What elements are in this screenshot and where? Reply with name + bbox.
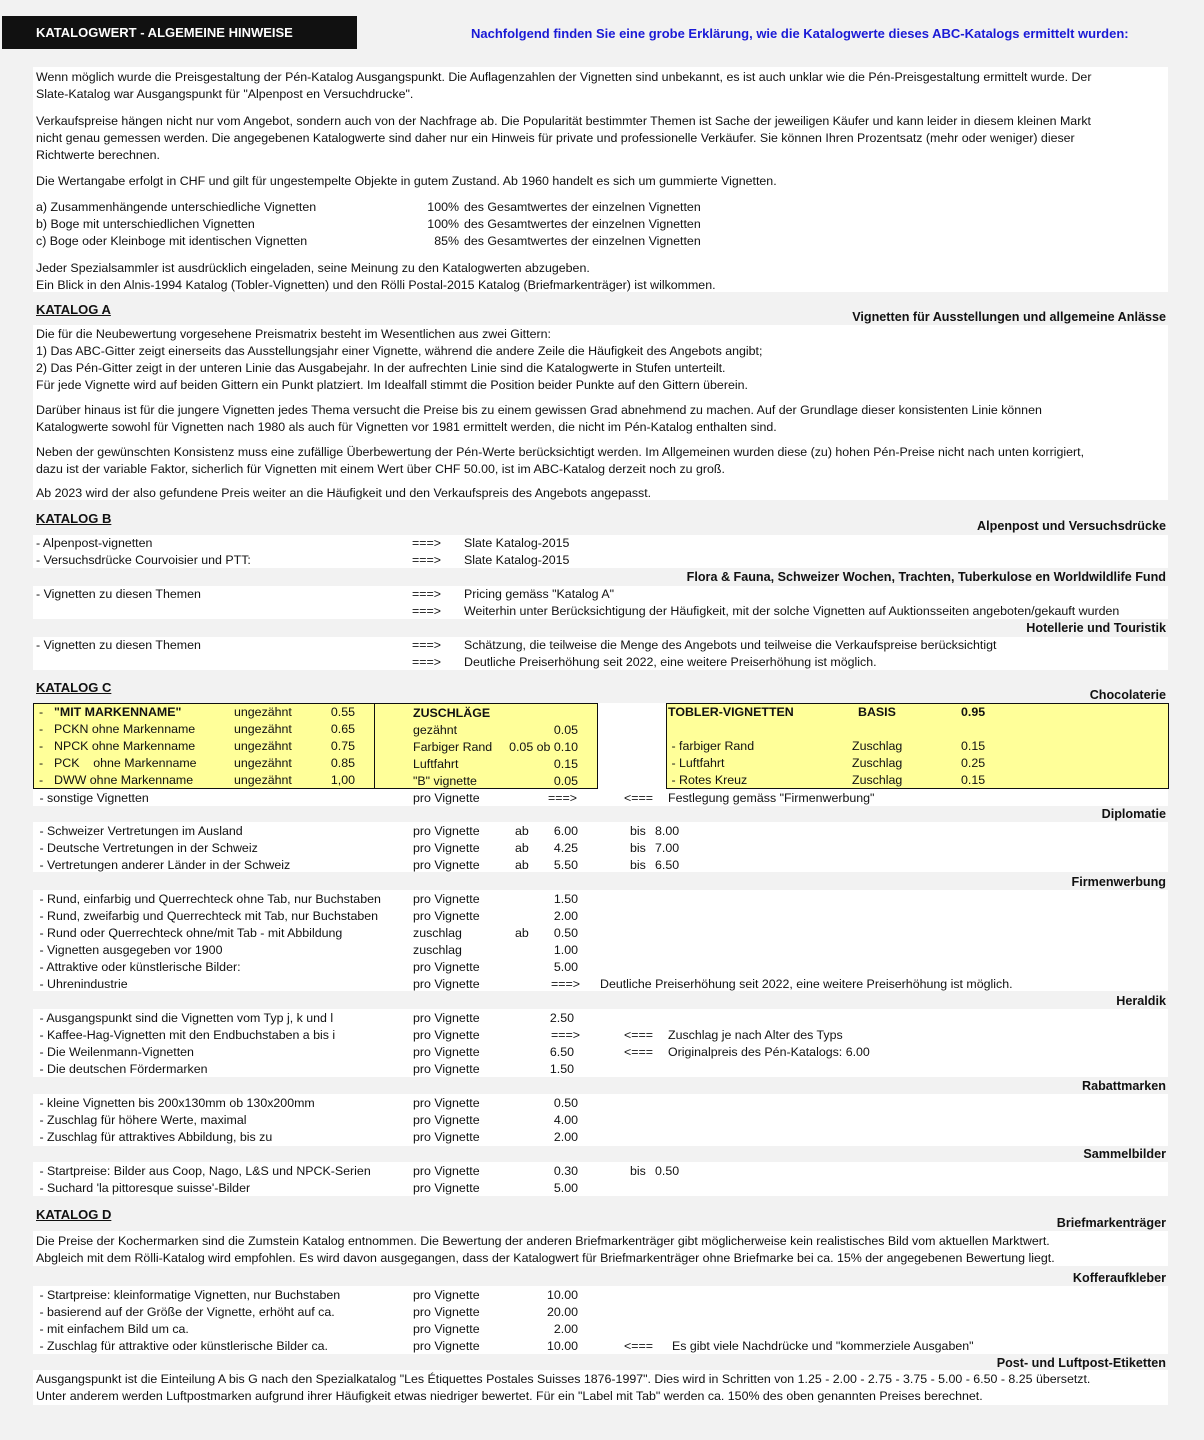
brand-type: ungezähnt xyxy=(234,722,292,736)
dipl-value: 5.50 xyxy=(553,858,578,872)
firm-note: Deutliche Preiserhöhung seit 2022, eine weitere Preiserhöhung ist möglich. xyxy=(600,977,1013,991)
brand-dash: - xyxy=(39,756,44,770)
rab-label: - Zuschlag für attraktives Abbildung, bis zu xyxy=(36,1130,273,1144)
her-label: - Ausgangspunkt sind die Vignetten vom Typ j, k und l xyxy=(36,1011,334,1025)
sam-value: 0.30 xyxy=(553,1164,578,1178)
brand-name: NPCK ohne Markenname xyxy=(54,739,196,753)
katalog-d-p2-line: Ausgangspunkt ist die Einteilung A bis G nach den Spezialkatalog "Les Étiquettes Postales Suisses 1876-1997". Dies wird in Schritten von 1.25 - 2.00 - 2.75 - 3.75 - 5.00 - 6.50 - 8.25 übersetzt. xyxy=(36,1372,1091,1386)
zuschlag-value: 0.05 ob 0.10 xyxy=(509,740,578,754)
koff-value: 20.00 xyxy=(546,1305,578,1319)
brand-name: PCKN ohne Markenname xyxy=(54,722,196,736)
brand-name: PCK ohne Markenname xyxy=(54,756,197,770)
tobler-row-label: - farbiger Rand xyxy=(668,739,755,753)
firm-unit: zuschlag xyxy=(413,943,462,957)
sonstige-note: Festlegung gemäss "Firmenwerbung" xyxy=(668,791,875,805)
firm-value: 1.50 xyxy=(553,892,578,906)
her-value: 1.50 xyxy=(549,1062,574,1076)
dipl-unit: pro Vignette xyxy=(413,824,480,838)
her-note: Zuschlag je nach Alter des Typs xyxy=(668,1028,843,1042)
her-unit: pro Vignette xyxy=(413,1062,480,1076)
brand-dash: - xyxy=(39,722,44,736)
tobler-row-type: Zuschlag xyxy=(852,773,903,787)
brand-name: "MIT MARKENNAME" xyxy=(54,705,182,719)
general-list-label: b) Boge mit unterschiedlichen Vignetten xyxy=(36,217,255,231)
koff-label: - Startpreise: kleinformatige Vignetten, nur Buchstaben xyxy=(36,1288,341,1302)
tobler-row-value: 0.15 xyxy=(961,739,986,753)
katalog-b-row-text: Schätzung, die teilweise die Menge des Angebots und teilweise die Verkaufspreise berücksichtigt xyxy=(464,638,997,652)
firm-label: - Uhrenindustrie xyxy=(36,977,128,991)
katalog-c-heading-chocolaterie: Chocolaterie xyxy=(1089,688,1166,702)
header-title-box xyxy=(2,16,357,49)
rab-label: - kleine Vignetten bis 200x130mm ob 130x200mm xyxy=(36,1096,315,1110)
katalog-c-heading-diplomatie: Diplomatie xyxy=(1101,807,1166,821)
dipl-value: 4.25 xyxy=(553,841,578,855)
koff-unit: pro Vignette xyxy=(413,1288,480,1302)
tobler-basis-value: 0.95 xyxy=(961,705,986,719)
firm-label: - Rund, einfarbig und Querrechteck ohne Tab, nur Buchstaben xyxy=(36,892,381,906)
brand-type: ungezähnt xyxy=(234,705,292,719)
sonstige-label: - sonstige Vignetten xyxy=(36,791,149,805)
brand-dash: - xyxy=(39,739,44,753)
general-list-pct: 85% xyxy=(434,234,459,248)
her-label: - Die deutschen Fördermarken xyxy=(36,1062,208,1076)
katalog-c-heading-rabattmarken: Rabattmarken xyxy=(1082,1079,1166,1093)
katalog-d-title: KATALOG D xyxy=(36,1207,112,1222)
katalog-a-p2-line: Katalogwerte sowohl für Vignetten nach 1980 als auch für Vignetten vor 1981 ermittelt werden, die nicht im Pén-Katalog enthalten sind. xyxy=(36,420,777,434)
general-list-pct: 100% xyxy=(427,217,459,231)
katalog-c-heading-firmenwerbung: Firmenwerbung xyxy=(1071,875,1166,889)
dipl-to: 6.50 xyxy=(655,858,680,872)
brand-name: DWW ohne Markenname xyxy=(54,773,194,787)
zuschlag-label: gezähnt xyxy=(413,723,458,737)
sam-unit: pro Vignette xyxy=(413,1181,480,1195)
firm-value: 2.00 xyxy=(553,909,578,923)
katalog-d-heading-koffer: Kofferaufkleber xyxy=(1072,1271,1166,1285)
general-list-text: des Gesamtwertes der einzelnen Vignetten xyxy=(464,200,701,214)
firm-unit: pro Vignette xyxy=(413,909,480,923)
general-p4-line1: Jeder Spezialsammler ist ausdrücklich eingeladen, seine Meinung zu den Katalogwerten abzugeben. xyxy=(36,261,590,275)
arrow-right-icon: ===> xyxy=(551,977,580,991)
sam-label: - Suchard 'la pittoresque suisse'-Bilder xyxy=(36,1181,251,1195)
koff-label: - Zuschlag für attraktive oder künstlerische Bilder ca. xyxy=(36,1339,328,1353)
tobler-basis-label: BASIS xyxy=(858,705,896,719)
firm-unit: zuschlag xyxy=(413,926,462,940)
brand-value: 0.65 xyxy=(330,722,355,736)
arrow-left-icon: <=== xyxy=(624,1339,653,1353)
firm-unit: pro Vignette xyxy=(413,960,480,974)
sonstige-unit: pro Vignette xyxy=(413,791,480,805)
general-list-text: des Gesamtwertes der einzelnen Vignetten xyxy=(464,217,701,231)
arrow-right-icon: ===> xyxy=(412,536,441,550)
brand-type: ungezähnt xyxy=(234,739,292,753)
tobler-row-type: Zuschlag xyxy=(852,739,903,753)
sam-value: 5.00 xyxy=(553,1181,578,1195)
koff-unit: pro Vignette xyxy=(413,1305,480,1319)
header-intro: Nachfolgend finden Sie eine grobe Erklärung, wie die Katalogwerte dieses ABC-Katalogs ermittelt wurden: xyxy=(471,26,1129,41)
brand-value: 0.85 xyxy=(330,756,355,770)
brand-dash: - xyxy=(39,773,44,787)
rab-value: 2.00 xyxy=(553,1130,578,1144)
general-list-label: a) Zusammenhängende unterschiedliche Vignetten xyxy=(36,200,317,214)
zuschlag-label: Farbiger Rand xyxy=(413,740,493,754)
tobler-row-label: - Rotes Kreuz xyxy=(668,773,748,787)
arrow-right-icon: ===> xyxy=(412,638,441,652)
general-list-label: c) Boge oder Kleinboge mit identischen Vignetten xyxy=(36,234,308,248)
katalog-d-p2-line: Unter anderem werden Luftpostmarken aufgrund ihrer Häufigkeit etwas niedriger bewertet. Für ein "Label mit Tab" werden ca. 150% des oben genannten Preises berechnet. xyxy=(36,1389,983,1403)
brand-value: 1,00 xyxy=(330,773,355,787)
zuschlag-value: 0.15 xyxy=(553,757,578,771)
arrow-right-icon: ===> xyxy=(551,1028,580,1042)
katalog-b-row-text: Weiterhin unter Berücksichtigung der Häufigkeit, mit der solche Vignetten auf Auktionsseiten angeboten/gekauft wurden xyxy=(464,604,1120,618)
katalog-c-title: KATALOG C xyxy=(36,680,112,695)
firm-label: - Rund, zweifarbig und Querrechteck mit Tab, nur Buchstaben xyxy=(36,909,379,923)
tobler-row-label: - Luftfahrt xyxy=(668,756,725,770)
brand-type: ungezähnt xyxy=(234,756,292,770)
koff-label: - mit einfachem Bild um ca. xyxy=(36,1322,189,1336)
rab-unit: pro Vignette xyxy=(413,1130,480,1144)
katalog-b-row-label: - Alpenpost-vignetten xyxy=(36,536,153,550)
katalog-d-heading-brief: Briefmarkenträger xyxy=(1056,1216,1166,1230)
arrow-left-icon: <=== xyxy=(624,1045,653,1059)
firm-unit: pro Vignette xyxy=(413,892,480,906)
her-value: 6.50 xyxy=(549,1045,574,1059)
katalog-a-p3-line: Neben der gewünschten Konsistenz muss eine zufällige Überbewertung der Pén-Werte berücksichtigt werden. Im Allgemeinen wurden diese (zu) hohen Pén-Preise nicht nach unten korrigiert, xyxy=(36,445,1085,459)
her-unit: pro Vignette xyxy=(413,1045,480,1059)
katalog-d-p1-line: Abgleich mit dem Rölli-Katalog wird empfohlen. Es wird davon ausgegangen, dass der Katalogwert für Briefmarkenträger ohne Briefmarke bei ca. 15% der angegebenen Bewertung liegt. xyxy=(36,1251,1055,1265)
koff-value: 2.00 xyxy=(553,1322,578,1336)
katalog-a-p2-line: Darüber hinaus ist für die jungere Vignetten jedes Thema versucht die Preise bis zu einem gewissen Grad abnehmend zu machen. Auf der Grundlage dieser konsistenten Linie können xyxy=(36,403,1042,417)
sam-label: - Startpreise: Bilder aus Coop, Nago, L&S und NPCK-Serien xyxy=(36,1164,371,1178)
general-p1-line2: Slate-Katalog war Ausgangspunkt für "Alpenpost en Versuchdrucke". xyxy=(36,87,414,101)
katalog-b-row-text: Deutliche Preiserhöhung seit 2022, eine weitere Preiserhöhung ist möglich. xyxy=(464,655,877,669)
katalog-b-heading-flora: Flora & Fauna, Schweizer Wochen, Trachten, Tuberkulose en Worldwildlife Fund xyxy=(686,570,1166,584)
dipl-to: 7.00 xyxy=(655,841,680,855)
tobler-row-value: 0.25 xyxy=(961,756,986,770)
tobler-row-value: 0.15 xyxy=(961,773,986,787)
dipl-label: - Schweizer Vertretungen im Ausland xyxy=(36,824,243,838)
dipl-value: 6.00 xyxy=(553,824,578,838)
katalog-d-p1-line: Die Preise der Kochermarken sind die Zumstein Katalog entnommen. Die Bewertung der anderen Briefmarkenträger gibt möglicherweise kein realistisches Bild vom aktuellen Marktwert. xyxy=(36,1234,1050,1248)
dipl-bis: bis xyxy=(630,841,646,855)
rab-value: 0.50 xyxy=(553,1096,578,1110)
koff-unit: pro Vignette xyxy=(413,1339,480,1353)
firm-label: - Attraktive oder künstlerische Bilder: xyxy=(36,960,241,974)
katalog-d-heading-post: Post- und Luftpost-Etiketten xyxy=(996,1356,1166,1370)
firm-value: 1.00 xyxy=(553,943,578,957)
firm-value: 0.50 xyxy=(553,926,578,940)
koff-label: - basierend auf der Größe der Vignette, erhöht auf ca. xyxy=(36,1305,335,1319)
dipl-ab: ab xyxy=(515,841,529,855)
header-title: KATALOGWERT - ALGEMEINE HINWEISE xyxy=(36,25,293,40)
her-unit: pro Vignette xyxy=(413,1011,480,1025)
zuschlag-value: 0.05 xyxy=(553,723,578,737)
general-p1-line1: Wenn möglich wurde die Preisgestaltung der Pén-Katalog Ausgangspunkt. Die Auflagenzahlen der Vignetten sind unbekannt, es ist auch unklar wie die Pén-Preisgestaltung ermittelt wurde. Der xyxy=(36,70,1092,84)
her-note: Originalpreis des Pén-Katalogs: 6.00 xyxy=(668,1045,870,1059)
katalog-b-row-text: Slate Katalog-2015 xyxy=(464,536,570,550)
her-label: - Die Weilenmann-Vignetten xyxy=(36,1045,194,1059)
arrow-right-icon: ===> xyxy=(548,791,577,805)
katalog-a-p1-line: Die für die Neubewertung vorgesehene Preismatrix besteht im Wesentlichen aus zwei Gittern: xyxy=(36,327,551,341)
katalog-b-row-text: Slate Katalog-2015 xyxy=(464,553,570,567)
firm-unit: pro Vignette xyxy=(413,977,480,991)
firm-label: - Rund oder Querrechteck ohne/mit Tab - mit Abbildung xyxy=(36,926,343,940)
general-list-text: des Gesamtwertes der einzelnen Vignetten xyxy=(464,234,701,248)
zuschlag-label: "B" vignette xyxy=(413,774,477,788)
katalog-b-heading-hotel: Hotellerie und Touristik xyxy=(1026,621,1166,635)
katalog-a-p1-line: Für jede Vignette wird auf beiden Gittern ein Punkt platziert. Im Idealfall stimmt die Position beider Punkte auf den Gittern überein. xyxy=(36,378,748,392)
katalog-b-row-label: - Vignetten zu diesen Themen xyxy=(36,587,201,601)
katalog-c-heading-sammelbilder: Sammelbilder xyxy=(1083,1147,1166,1161)
sam-unit: pro Vignette xyxy=(413,1164,480,1178)
arrow-left-icon: <=== xyxy=(624,791,653,805)
katalog-a-p1-line: 2) Das Pén-Gitter zeigt in der unteren Linie das Ausgabejahr. In der aufrechten Linie sind die Katalogwerte in Stufen unterteilt. xyxy=(36,361,726,375)
dipl-bis: bis xyxy=(630,858,646,872)
katalog-b-row-text: Pricing gemäss "Katalog A" xyxy=(464,587,614,601)
dipl-to: 8.00 xyxy=(655,824,680,838)
general-list-pct: 100% xyxy=(427,200,459,214)
tobler-row-type: Zuschlag xyxy=(852,756,903,770)
koff-unit: pro Vignette xyxy=(413,1322,480,1336)
zuschlag-label: Luftfahrt xyxy=(413,757,459,771)
firm-ab: ab xyxy=(515,926,529,940)
brand-dash: - xyxy=(39,705,44,719)
katalog-b-heading-alpenpost: Alpenpost und Versuchsdrücke xyxy=(977,519,1166,533)
koff-value: 10.00 xyxy=(546,1339,578,1353)
katalog-a-p1-line: 1) Das ABC-Gitter zeigt einerseits das Ausstellungsjahr einer Vignette, während die andere Zeile die Häufigkeit des Angebots angibt; xyxy=(36,344,763,358)
katalog-a-p4: Ab 2023 wird der also gefundene Preis weiter an die Häufigkeit und den Verkaufspreis des Angebots angepasst. xyxy=(36,486,652,500)
koff-value: 10.00 xyxy=(546,1288,578,1302)
katalog-a-title: KATALOG A xyxy=(36,302,111,317)
koff-note: Es gibt viele Nachdrücke und "kommerziele Ausgaben" xyxy=(672,1339,974,1353)
dipl-unit: pro Vignette xyxy=(413,841,480,855)
arrow-right-icon: ===> xyxy=(412,604,441,618)
rab-unit: pro Vignette xyxy=(413,1113,480,1127)
katalog-a-p3-line: dazu ist der variable Faktor, sicherlich für Vignetten mit einem Wert über CHF 50.00, ist im ABC-Katalog derzeit noch zu groß. xyxy=(36,462,725,476)
dipl-label: - Deutsche Vertretungen in der Schweiz xyxy=(36,841,258,855)
rab-unit: pro Vignette xyxy=(413,1096,480,1110)
sam-to: 0.50 xyxy=(655,1164,680,1178)
general-p2-line3: Richtwerte berechnen. xyxy=(36,148,160,162)
arrow-left-icon: <=== xyxy=(624,1028,653,1042)
arrow-right-icon: ===> xyxy=(412,655,441,669)
dipl-bis: bis xyxy=(630,824,646,838)
dipl-unit: pro Vignette xyxy=(413,858,480,872)
brand-value: 0.55 xyxy=(330,705,355,719)
katalog-b-title: KATALOG B xyxy=(36,511,112,526)
katalog-b-row-label: - Versuchsdrücke Courvoisier und PTT: xyxy=(36,553,251,567)
her-value: 2.50 xyxy=(549,1011,574,1025)
zuschlag-value: 0.05 xyxy=(553,774,578,788)
rab-label: - Zuschlag für höhere Werte, maximal xyxy=(36,1113,247,1127)
brand-type: ungezähnt xyxy=(234,773,292,787)
firm-value: 5.00 xyxy=(553,960,578,974)
rab-value: 4.00 xyxy=(553,1113,578,1127)
tobler-title: TOBLER-VIGNETTEN xyxy=(668,705,794,719)
general-p3: Die Wertangabe erfolgt in CHF und gilt für ungestempelte Objekte in gutem Zustand. Ab 1960 handelt es sich um gummierte Vignetten. xyxy=(36,174,777,188)
katalog-a-subtitle: Vignetten für Ausstellungen und allgemeine Anlässe xyxy=(852,310,1166,324)
dipl-label: - Vertretungen anderer Länder in der Schweiz xyxy=(36,858,291,872)
katalog-c-heading-heraldik: Heraldik xyxy=(1116,994,1166,1008)
general-p2-line2: nicht genau gemessen werden. Die angegebenen Katalogwerte sind daher nur ein Hinweis für private und professionelle Verkäufer. Sie können Ihren Prozentsatz (mehr oder weniger) dieser xyxy=(36,131,1075,145)
her-unit: pro Vignette xyxy=(413,1028,480,1042)
brand-value: 0.75 xyxy=(330,739,355,753)
dipl-ab: ab xyxy=(515,858,529,872)
zuschlaege-title: ZUSCHLÄGE xyxy=(413,706,491,720)
firm-label: - Vignetten ausgegeben vor 1900 xyxy=(36,943,223,957)
arrow-right-icon: ===> xyxy=(412,553,441,567)
arrow-right-icon: ===> xyxy=(412,587,441,601)
katalog-b-row-label: - Vignetten zu diesen Themen xyxy=(36,638,201,652)
sam-bis: bis xyxy=(630,1164,646,1178)
general-p2-line1: Verkaufspreise hängen nicht nur vom Angebot, sondern auch von der Nachfrage ab. Die Popularität bestimmter Themen ist Sache der jeweiligen Käufer und kann leider in diesem kleinen Markt xyxy=(36,114,1091,128)
general-p4-line2: Ein Blick in den Alnis-1994 Katalog (Tobler-Vignetten) und den Rölli Postal-2015 Katalog (Briefmarkenträger) ist wilkommen. xyxy=(36,278,716,292)
her-label: - Kaffee-Hag-Vignetten mit den Endbuchstaben a bis i xyxy=(36,1028,336,1042)
dipl-ab: ab xyxy=(515,824,529,838)
